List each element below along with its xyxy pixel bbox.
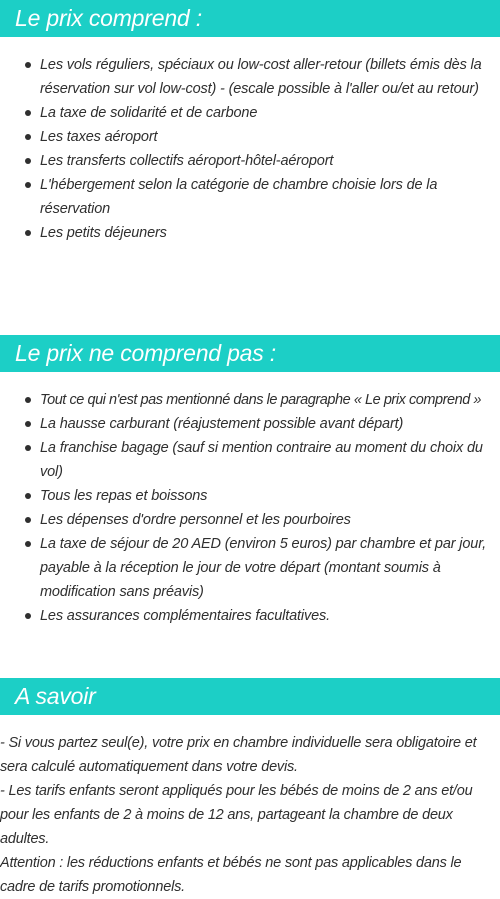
bullet-icon (25, 541, 31, 547)
list-item (0, 532, 500, 604)
bullet-icon (25, 421, 31, 427)
list-item-text: Tout ce qui n'est pas mentionné dans le paragraphe « Le prix comprend » (40, 392, 482, 408)
bullet-icon (25, 517, 31, 523)
list-item (0, 125, 500, 149)
list-item (0, 436, 500, 484)
info-text (0, 731, 500, 899)
info-line: - Les tarifs enfants seront appliqués pour les bébés de moins de 2 ans et/ou pour les enfants de 2 à moins de 12 ans, partageant la chambre de deux adultes. (0, 783, 473, 847)
bullet-icon (25, 62, 31, 68)
list-item (0, 484, 500, 508)
list-item-text: Tous les repas et boissons (40, 488, 208, 504)
section-title-includes: Le prix comprend : (0, 0, 500, 37)
list-item (0, 412, 500, 436)
bullet-icon (25, 493, 31, 499)
bullet-icon (25, 134, 31, 140)
bullet-icon (25, 110, 31, 116)
bullet-icon (25, 182, 31, 188)
bullet-icon (25, 397, 31, 403)
list-item-text: La taxe de séjour de 20 AED (environ 5 euros) par chambre et par jour, payable à la réception le jour de votre départ (montant soumis à modification sans préavis) (40, 536, 486, 600)
list-item-text: Les dépenses d'ordre personnel et les pourboires (40, 512, 351, 528)
bullet-icon (25, 158, 31, 164)
list-item-text: La franchise bagage (sauf si mention contraire au moment du choix du vol) (40, 440, 483, 480)
list-item (0, 53, 500, 101)
section-title-info: A savoir (0, 678, 500, 715)
bullet-icon (25, 613, 31, 619)
list-item-text: La taxe de solidarité et de carbone (40, 105, 258, 121)
list-item-text: L'hébergement selon la catégorie de chambre choisie lors de la réservation (40, 177, 438, 217)
list-item (0, 173, 500, 221)
list-item-text: Les vols réguliers, spéciaux ou low-cost aller-retour (billets émis dès la réservation sur vol low-cost) - (escale possible à l'aller ou/et au retour) (40, 57, 482, 97)
list-item-text: La hausse carburant (réajustement possible avant départ) (40, 416, 404, 432)
list-item (0, 388, 500, 412)
list-item-text: Les taxes aéroport (40, 129, 158, 145)
list-item (0, 604, 500, 628)
list-item-text: Les assurances complémentaires facultatives. (40, 608, 330, 624)
bullet-icon (25, 445, 31, 451)
list-item-text: Les transferts collectifs aéroport-hôtel-aéroport (40, 153, 334, 169)
list-item-text: Les petits déjeuners (40, 225, 167, 241)
info-line: - Si vous partez seul(e), votre prix en chambre individuelle sera obligatoire et sera calculé automatiquement dans votre devis. (0, 735, 477, 775)
list-item (0, 149, 500, 173)
list-item (0, 508, 500, 532)
info-line: Attention : les réductions enfants et bébés ne sont pas applicables dans le cadre de tarifs promotionnels. (0, 855, 462, 895)
includes-list (0, 53, 500, 245)
bullet-icon (25, 230, 31, 236)
list-item (0, 101, 500, 125)
list-item (0, 221, 500, 245)
excludes-list (0, 388, 500, 628)
section-title-excludes: Le prix ne comprend pas : (0, 335, 500, 372)
